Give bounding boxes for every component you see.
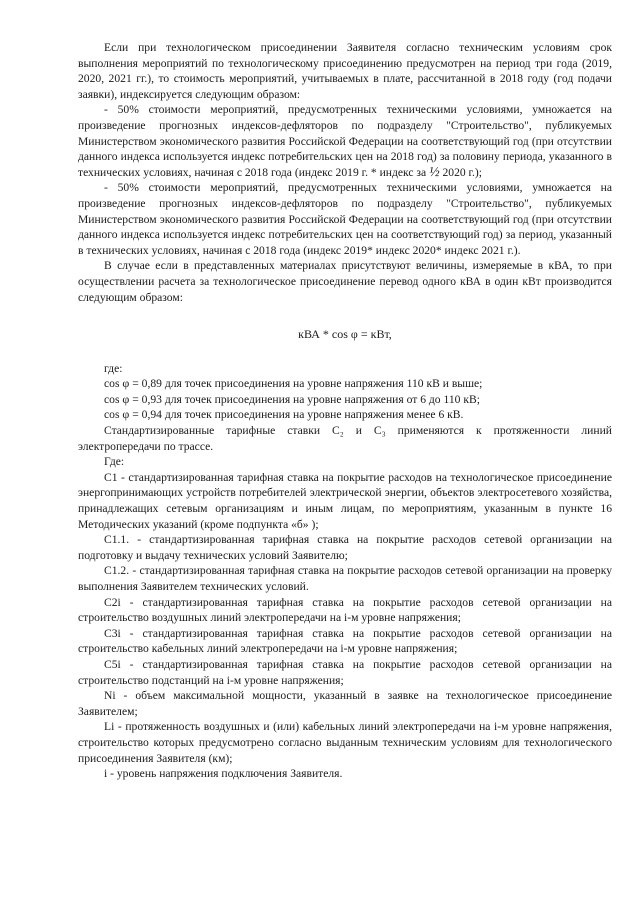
cos-prefix: cos — [104, 377, 120, 391]
cos-value-text: = 0,93 для точек присоединения на уровне напряжения от 6 до 110 кВ; — [132, 392, 480, 406]
where-label: где: — [104, 361, 123, 375]
definition-ni: Ni - объем максимальной мощности, указанный в заявке на технологическое присоединение Заявителем; — [78, 689, 612, 718]
paragraph-full-period: - 50% стоимости мероприятий, предусмотренных техническими условиями, умножается на произведение прогнозных индексов-дефляторов по подразделу "Строительство", публикуемых Министерством экономического развития Российской Федерации на соответствующий год (при отсутствии данного индекса используется индекс потребительских цен на соответствующий год) за период, указанный в технических условиях, начиная с 2018 года (индекс 2019* индекс 2020* индекс 2021 г.). — [78, 181, 612, 257]
phi-symbol: φ — [350, 327, 358, 342]
definition-c2i: С2i - стандартизированная тарифная ставка на покрытие расходов сетевой организации на строительство воздушных линий электропередачи на i-м уровне напряжения; — [78, 595, 612, 625]
paragraph-rates-c2-c3: Стандартизированные тарифные ставки С₂ и С₃ применяются к протяженности линий электропередачи по трассе. — [78, 424, 612, 453]
definition-c5i: С5i - стандартизированная тарифная ставка на покрытие расходов сетевой организации на строительство подстанций на i-м уровне напряжения; — [78, 657, 612, 687]
formula-right: = кВт, — [360, 327, 392, 342]
phi-symbol: φ — [122, 407, 130, 422]
cos-line-2 — [78, 392, 612, 408]
cos-line-3 — [78, 407, 612, 423]
phi-symbol: φ — [122, 376, 130, 391]
paragraph-half-period-tail-a: (индекс 2019 г. * индекс за — [294, 165, 427, 179]
paragraph-half-period — [78, 102, 612, 180]
definition-i: i - уровень напряжения подключения Заявителя. — [104, 767, 343, 781]
definition-c3i: С3i - стандартизированная тарифная ставка на покрытие расходов сетевой организации на строительство кабельных линий электропередачи на i-м уровне напряжения; — [78, 626, 612, 656]
definition-c1: С1 - стандартизированная тарифная ставка на покрытие расходов на технологическое присоединение энергопринимающих устройств потребителей электрической энергии, объектов электросетевого хозяйства, принадлежащих сетевым организациям и иным лицам, по мероприятиям, указанным в пункте 16 Методических указаний (кроме подпункта «б» ); — [78, 470, 612, 531]
phi-symbol: φ — [122, 391, 130, 406]
where-label-2: Где: — [104, 455, 125, 469]
paragraph-indexation-intro: Если при технологическом присоединении Заявителя согласно техническим условиям срок выполнения мероприятий по технологическому присоединению предусмотрен на период три года (2019, 2020, 2021 гг.), то стоимость мероприятий, учитываемых в плате, рассчитанной в 2018 году (год подачи заявки), индексируется следующим образом: — [78, 41, 612, 101]
cos-prefix: cos — [104, 392, 120, 406]
cos-value-text: = 0,89 для точек присоединения на уровне напряжения 110 кВ и выше; — [132, 377, 483, 391]
paragraph-half-period-text: - 50% стоимости мероприятий, предусмотренных техническими условиями, умножается на произведение прогнозных индексов-дефляторов по подразделу "Строительство", публикуемых Министерством экономического развития Российской Федерации на соответствующий год (при отсутствии данного индекса используется индекс потребительских цен на 2018 год) за половину периода, указанного в технических условиях, начиная с 2018 года — [78, 103, 612, 179]
cos-prefix: cos — [104, 408, 120, 422]
cos-value-text: = 0,94 для точек присоединения на уровне напряжения менее 6 кВ. — [132, 408, 464, 422]
definition-li: Li - протяженность воздушных и (или) кабельных линий электропередачи на i-м уровне напряжения, строительство которых предусмотрено согласно выданным техническим условиям для технологического присоединения Заявителя (км); — [78, 720, 612, 765]
definition-c1-1: С1.1. - стандартизированная тарифная ставка на покрытие расходов сетевой организации на подготовку и выдачу технических условий Заявителю; — [78, 533, 612, 562]
definition-c1-2: С1.2. - стандартизированная тарифная ставка на покрытие расходов сетевой организации на проверку выполнения Заявителем технических условий. — [78, 564, 612, 593]
conversion-formula — [78, 327, 612, 343]
paragraph-half-period-tail-b: 2020 г.); — [442, 165, 482, 179]
paragraph-kva-conversion: В случае если в представленных материалах присутствуют величины, измеряемые в кВА, то при осуществлении расчета за технологическое присоединение перевод одного кВА в один кВт производится следующим образом: — [78, 259, 612, 304]
one-half-fraction: ½ — [429, 164, 440, 180]
cos-line-1 — [78, 376, 612, 392]
formula-left: кВА * cos — [298, 327, 348, 342]
